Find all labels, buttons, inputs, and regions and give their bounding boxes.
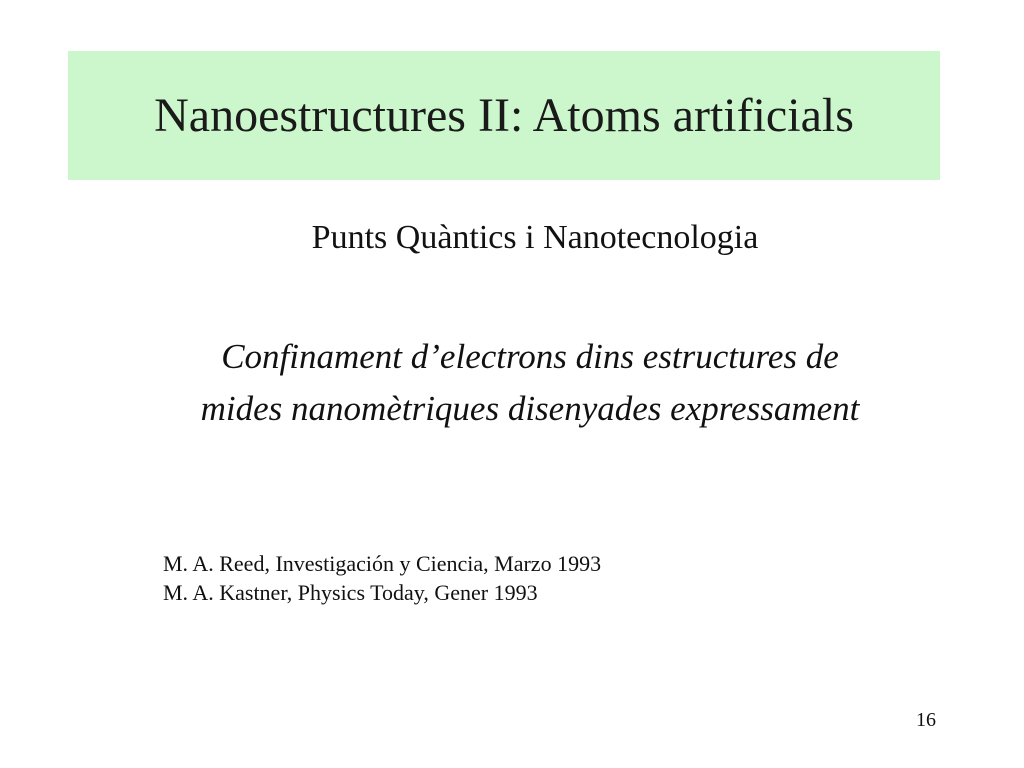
statement <box>0 331 1024 435</box>
title-banner <box>68 51 940 180</box>
reference-1: M. A. Reed, Investigación y Ciencia, Marzo 1993 <box>163 551 602 576</box>
slide-title: Nanoestructures II: Atoms artificials <box>154 88 854 142</box>
reference-2: M. A. Kastner, Physics Today, Gener 1993 <box>163 580 538 605</box>
statement-line-1: Confinament d’electrons dins estructures de <box>221 337 839 376</box>
slide-subtitle: Punts Quàntics i Nanotecnologia <box>311 219 759 256</box>
references <box>163 549 601 607</box>
statement-line-2: mides nanomètriques disenyades expressament <box>200 389 860 428</box>
page-number: 16 <box>916 709 936 731</box>
